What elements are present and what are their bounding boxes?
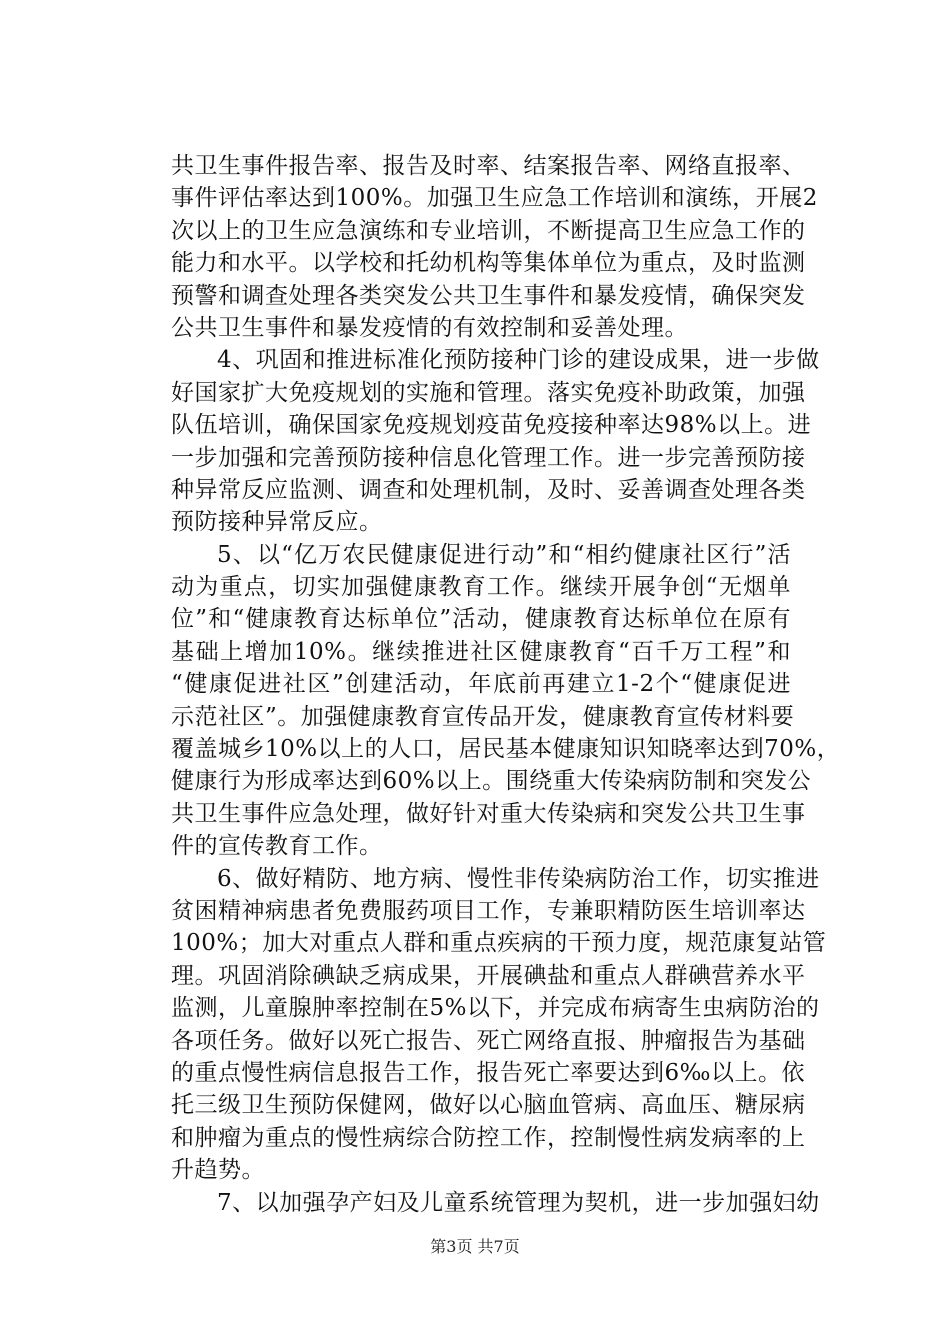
text-line: 托三级卫生预防保健网，做好以心脑血管病、高血压、糖尿病	[171, 1092, 806, 1119]
text-line: 事件评估率达到100%。加强卫生应急工作培训和演练，开展2	[171, 185, 818, 212]
text-line: 理。巩固消除碘缺乏病成果，开展碘盐和重点人群碘营养水平	[171, 962, 806, 989]
text-line: 各项任务。做好以死亡报告、死亡网络直报、肿瘤报告为基础	[171, 1027, 806, 1054]
text-line: 件的宣传教育工作。	[171, 833, 383, 860]
text-line: 的重点慢性病信息报告工作，报告死亡率要达到6‰以上。依	[171, 1059, 805, 1086]
text-line: 共卫生事件报告率、报告及时率、结案报告率、网络直报率、	[171, 153, 806, 179]
text-line: 4、巩固和推进标准化预防接种门诊的建设成果，进一步做	[217, 347, 820, 374]
text-line: 共卫生事件应急处理，做好针对重大传染病和突发公共卫生事	[171, 800, 806, 827]
text-line: 一步加强和完善预防接种信息化管理工作。进一步完善预防接	[171, 444, 806, 471]
text-line: 基础上增加10%。继续推进社区健康教育“百千万工程”和	[171, 638, 791, 665]
text-line: 6、做好精防、地方病、慢性非传染病防治工作，切实推进	[217, 865, 820, 892]
text-line: 升趋势。	[171, 1157, 265, 1184]
text-line: 7、以加强孕产妇及儿童系统管理为契机，进一步加强妇幼	[217, 1189, 820, 1216]
text-line: “健康促进社区”创建活动，年底前再建立1-2个“健康促进	[171, 671, 791, 698]
text-line: 能力和水平。以学校和托幼机构等集体单位为重点，及时监测	[171, 250, 806, 277]
text-line: 示范社区”。加强健康教育宣传品开发，健康教育宣传材料要	[171, 703, 795, 730]
text-line: 动为重点，切实加强健康教育工作。继续开展争创“无烟单	[171, 574, 791, 601]
text-line: 贫困精神病患者免费服药项目工作，专兼职精防医生培训率达	[171, 897, 806, 924]
text-line: 次以上的卫生应急演练和专业培训，不断提高卫生应急工作的	[171, 217, 806, 244]
text-line: 和肿瘤为重点的慢性病综合防控工作，控制慢性病发病率的上	[171, 1124, 806, 1151]
text-line: 预防接种异常反应。	[171, 509, 383, 536]
text-line: 健康行为形成率达到60%以上。围绕重大传染病防制和突发公	[171, 768, 812, 795]
text-line: 位”和“健康教育达标单位”活动，健康教育达标单位在原有	[171, 606, 791, 633]
text-line: 5、以“亿万农民健康促进行动”和“相约健康社区行”活	[217, 541, 791, 568]
text-line: 好国家扩大免疫规划的实施和管理。落实免疫补助政策，加强	[171, 379, 806, 406]
text-line: 100%；加大对重点人群和重点疾病的干预力度，规范康复站管	[171, 930, 827, 957]
text-line: 公共卫生事件和暴发疫情的有效控制和妥善处理。	[171, 314, 688, 341]
text-line: 种异常反应监测、调查和处理机制，及时、妥善调查处理各类	[171, 476, 806, 503]
document-body	[171, 150, 841, 1219]
text-line: 监测，儿童腺肿率控制在5%以下，并完成布病寄生虫病防治的	[171, 995, 820, 1022]
text-line: 队伍培训，确保国家免疫规划疫苗免疫接种率达98%以上。进	[171, 412, 812, 439]
text-line: 覆盖城乡10%以上的人口，居民基本健康知识知晓率达到70%，	[171, 736, 841, 763]
page-footer: 第3页 共7页	[430, 1237, 520, 1256]
text-line: 预警和调查处理各类突发公共卫生事件和暴发疫情，确保突发	[171, 282, 806, 309]
